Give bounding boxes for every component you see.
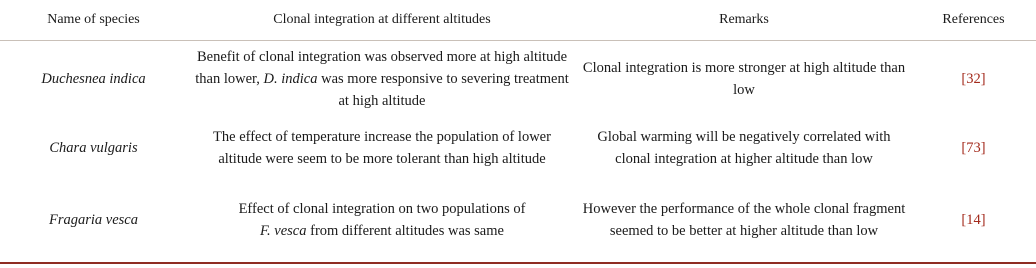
species-cell <box>0 41 187 118</box>
species-cell <box>0 117 187 179</box>
clonal-text: Benefit of clonal integration was observed more at high altitude than lower, <box>195 49 568 87</box>
reference-link[interactable]: [32] <box>961 71 986 87</box>
species-cell <box>0 179 187 261</box>
remarks-cell: Clonal integration is more stronger at high altitude than low <box>582 60 906 98</box>
table-row <box>0 117 1036 179</box>
clonal-text-continued: was more responsive to severing treatment at high altitude <box>317 71 569 109</box>
reference-cell <box>911 179 1036 261</box>
reference-cell <box>911 41 1036 118</box>
header-references: References <box>911 0 1036 41</box>
species-name: Chara vulgaris <box>49 140 138 156</box>
remarks-cell: Global warming will be negatively correlated with clonal integration at higher altitude than low <box>597 129 891 167</box>
table-body <box>0 41 1036 262</box>
header-species: Name of species <box>0 0 187 41</box>
table-header <box>0 0 1036 41</box>
species-name: Duchesnea indica <box>41 71 146 87</box>
header-remarks: Remarks <box>577 0 911 41</box>
reference-link[interactable]: [14] <box>961 212 986 228</box>
header-clonal-integration: Clonal integration at different altitudes <box>187 0 577 41</box>
table-row <box>0 179 1036 261</box>
clonal-text: Effect of clonal integration on two populations of <box>238 201 526 217</box>
remarks-cell: However the performance of the whole clonal fragment seemed to be better at higher altitude than low <box>582 201 906 239</box>
header-row <box>0 0 1036 41</box>
reference-cell <box>911 117 1036 179</box>
table-row <box>0 41 1036 118</box>
clonal-cell: The effect of temperature increase the population of lower altitude were seem to be more tolerant than high altitude <box>213 129 551 167</box>
clonal-cell <box>187 179 577 261</box>
species-name: Fragaria vesca <box>49 212 138 228</box>
table-bottom-rule <box>0 262 1036 264</box>
reference-link[interactable]: [73] <box>961 140 986 156</box>
clonal-cell <box>187 41 577 118</box>
clonal-text-continued: from different altitudes was same <box>306 223 504 239</box>
clonal-species-italic: D. indica <box>263 71 318 87</box>
clonal-species-italic: F. vesca <box>260 223 307 239</box>
